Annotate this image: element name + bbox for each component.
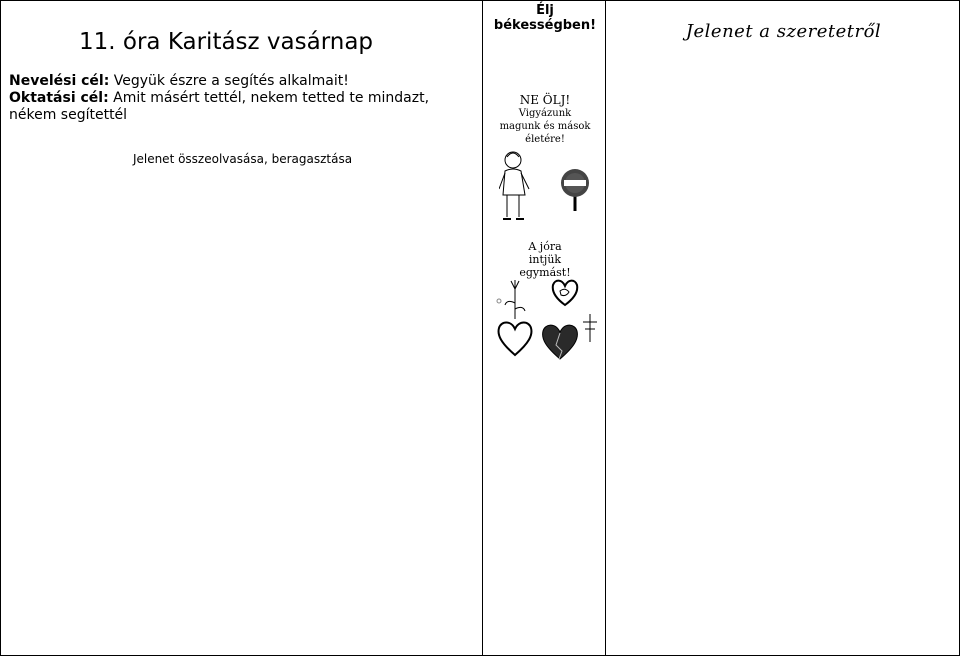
commandment-text: NE ÖLJ! (519, 93, 571, 107)
educational-goal-label: Nevelési cél: (9, 73, 110, 89)
commandment-block (483, 94, 607, 146)
middle-heading (483, 3, 607, 33)
caption-life: Vigyázunk magunk és mások életére! (499, 108, 591, 145)
activity-note: Jelenet összeolvasása, beragasztása (132, 152, 353, 166)
teaching-goal-text: Amit másért tettél, nekem tetted te mindazt, nékem segítettél (9, 90, 430, 123)
flower-icon (493, 279, 537, 319)
teaching-goal-label: Oktatási cél: (9, 90, 109, 106)
educational-goal (9, 73, 479, 90)
cross-icon (581, 313, 599, 343)
page-title: 11. óra Karitász vasárnap (79, 29, 374, 55)
teaching-goal (9, 90, 479, 124)
scene-title: Jelenet a szeretetről (685, 21, 882, 42)
baby-in-heart-icon (551, 277, 579, 307)
goals-text (9, 73, 479, 124)
heading-line-1: Élj (536, 3, 554, 18)
black-heart-icon (541, 321, 579, 361)
white-heart-icon (497, 319, 533, 357)
educational-goal-text: Vegyük észre a segítés alkalmait! (109, 73, 349, 89)
caption-good (483, 240, 607, 279)
caption-good-text: A jóra intjük egymást! (519, 240, 571, 279)
heading-line-2: békességben! (493, 18, 597, 33)
no-entry-sign-icon (559, 167, 591, 213)
middle-panel (482, 0, 606, 656)
right-panel (605, 0, 960, 656)
child-figure-icon (499, 149, 535, 225)
